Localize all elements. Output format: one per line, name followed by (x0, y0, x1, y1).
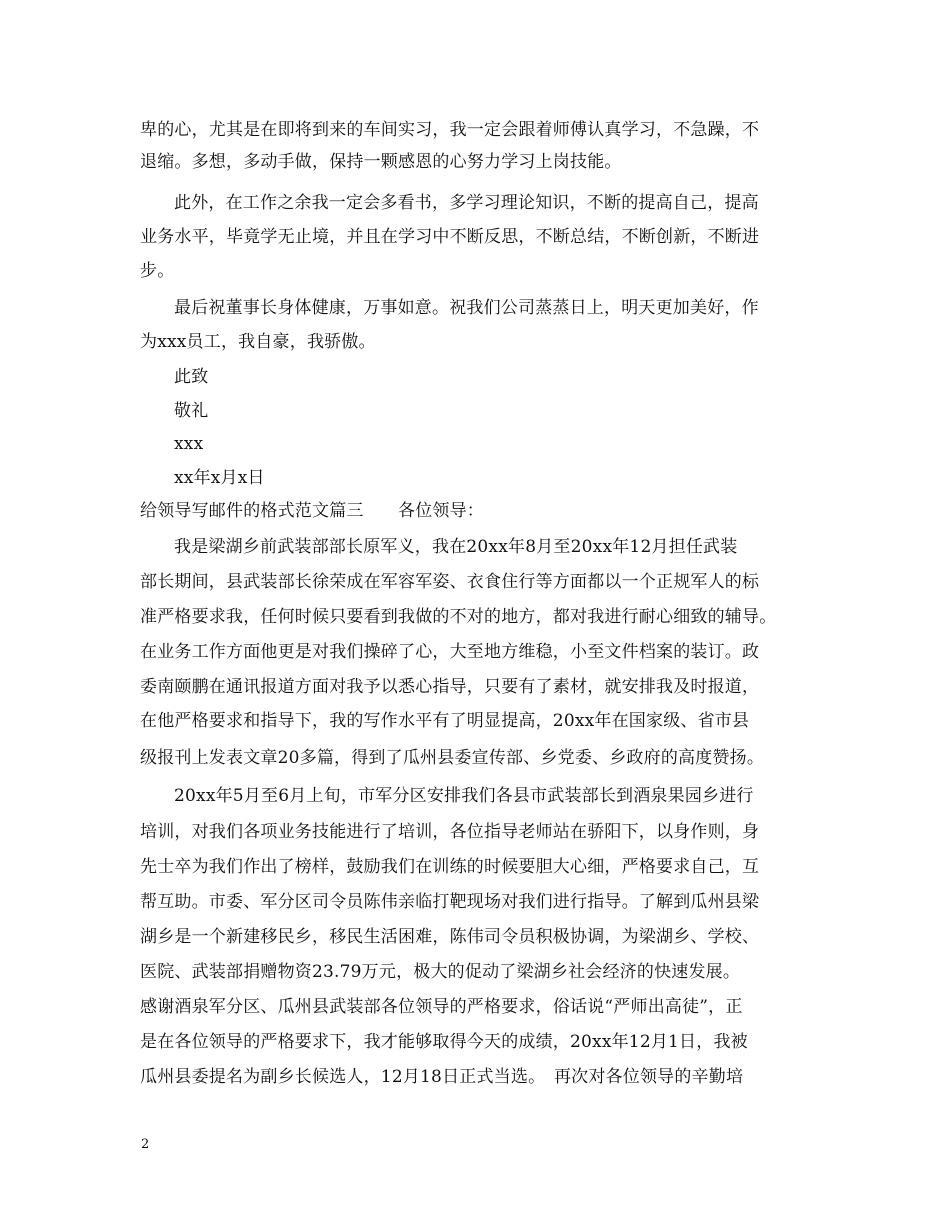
paragraph-start: 20xx年5月至6月上旬，市军分区安排我们各县市武装部长到酒泉果园乡进行 (174, 786, 754, 806)
text-line: 卑的心，尤其是在即将到来的车间实习，我一定会跟着师傅认真学习，不急躁，不 (140, 120, 760, 140)
text-line: 准严格要求我，任何时候只要看到我做的不对的地方，都对我进行耐心细致的辅导。 (140, 607, 777, 627)
signature-name: xxx (174, 434, 204, 454)
closing-salutation: 此致 (174, 367, 209, 387)
page-number: 2 (141, 1137, 150, 1152)
text-line: 培训，对我们各项业务技能进行了培训，各位指导老师站在骄阳下，以身作则，身 (140, 822, 760, 842)
closing-salutation: 敬礼 (174, 401, 209, 421)
section-heading: 给领导写邮件的格式范文篇三 各位领导： (140, 501, 484, 521)
paragraph-start: 最后祝董事长身体健康，万事如意。祝我们公司蒸蒸日上，明天更加美好，作 (174, 298, 759, 318)
paragraph-start: 此外，在工作之余我一定会多看书，多学习理论知识，不断的提高自己，提高 (174, 193, 759, 213)
text-line: 级报刊上发表文章20多篇，得到了瓜州县委宣传部、乡党委、乡政府的高度赞扬。 (140, 748, 765, 768)
text-line: 先士卒为我们作出了榜样，鼓励我们在训练的时候要胆大心细，严格要求自己，互 (140, 857, 760, 877)
text-line: 医院、武装部捐赠物资23.79万元，极大的促动了梁湖乡社会经济的快速发展。 (140, 962, 741, 982)
text-line: 在他严格要求和指导下，我的写作水平有了明显提高，20xx年在国家级、省市县 (140, 711, 750, 731)
text-line: 退缩。多想，多动手做，保持一颗感恩的心努力学习上岗技能。 (140, 152, 622, 172)
text-line: 感谢酒泉军分区、瓜州县武装部各位领导的严格要求，俗话说“严师出高徒”，正 (140, 997, 743, 1017)
text-line: 是在各位领导的严格要求下，我才能够取得今天的成绩，20xx年12月1日，我被 (140, 1032, 748, 1052)
text-line: 为xxx员工，我自豪，我骄傲。 (140, 332, 376, 352)
text-line: 委南颐鹏在通讯报道方面对我予以悉心指导，只要有了素材，就安排我及时报道， (140, 677, 760, 697)
paragraph-start: 我是梁湖乡前武装部部长原军义，我在20xx年8月至20xx年12月担任武装 (174, 537, 738, 557)
text-line: 在业务工作方面他更是对我们操碎了心，大至地方维稳，小至文件档案的装订。政 (140, 642, 760, 662)
text-line: 步。 (140, 261, 175, 281)
text-line: 湖乡是一个新建移民乡，移民生活困难，陈伟司令员积极协调，为梁湖乡、学校、 (140, 927, 760, 947)
signature-date: xx年x月x日 (174, 468, 265, 488)
text-line: 帮互助。市委、军分区司令员陈伟亲临打靶现场对我们进行指导。了解到瓜州县梁 (140, 892, 760, 912)
text-line: 部长期间，县武装部长徐荣成在军容军姿、衣食住行等方面都以一个正规军人的标 (140, 572, 760, 592)
text-line: 业务水平，毕竟学无止境，并且在学习中不断反思，不断总结，不断创新，不断进 (140, 227, 760, 247)
text-line: 瓜州县委提名为副乡长候选人，12月18日正式当选。 再次对各位领导的辛勤培 (140, 1067, 744, 1087)
